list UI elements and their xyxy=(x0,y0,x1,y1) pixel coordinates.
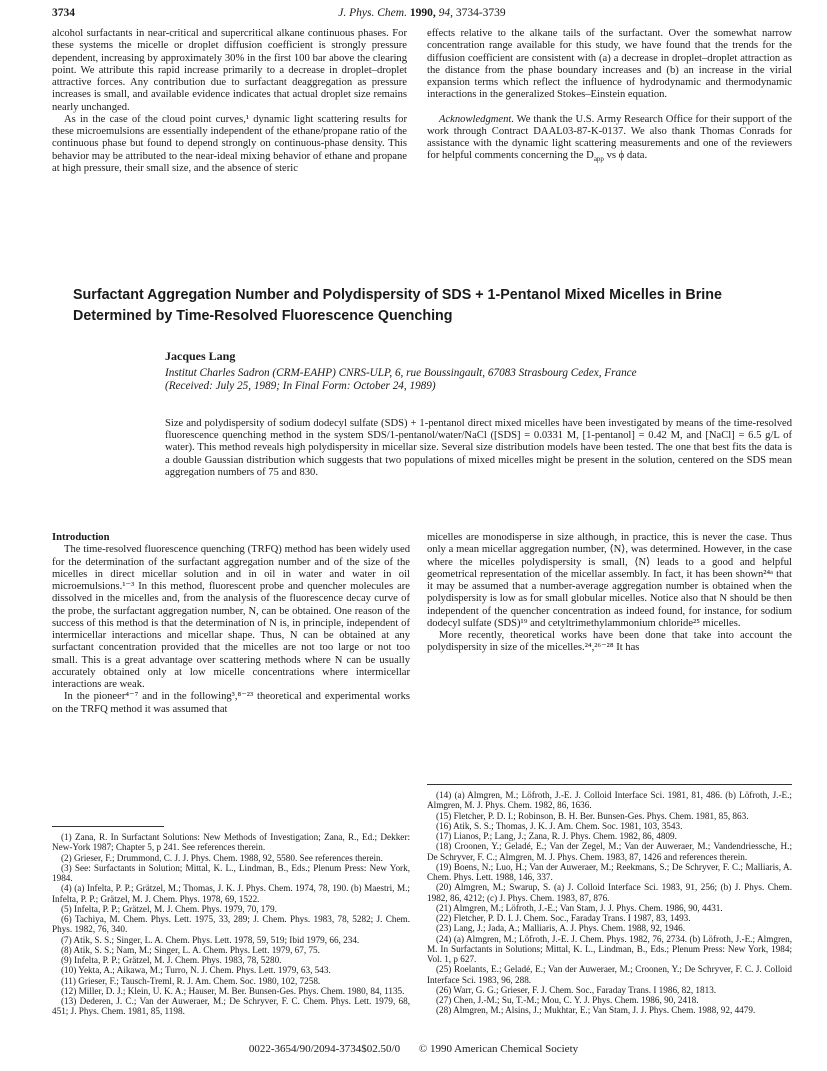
reference-item: (23) Lang, J.; Jada, A.; Malliaris, A. J. Phys. Chem. 1988, 92, 1946. xyxy=(436,923,686,934)
paragraph: alcohol surfactants in near-critical and supercritical alkane continuous phases. For these systems the micelle or droplet diffusion coefficient is strongly pressure dependent, increasing by approximately 30% in the first 100 bar above the clearing point. We attribute this rapid increase primarily to a decrease in droplet–droplet attractive forces. Any contribution due to surfactant deaggregation as pressure increases is small, and available evidence indicates that actual droplet size remains nearly unchanged. xyxy=(52,28,407,113)
reference-item: (20) Almgren, M.; Swarup, S. (a) J. Colloid Interface Sci. 1983, 91, 256; (b) J. Phys. Chem. 1982, 86, 4212; (c) J. Phys. Chem. 1983, 87, 876. xyxy=(427,882,792,903)
journal-volume: 94, xyxy=(438,7,453,19)
reference-item: (12) Miller, D. J.; Klein, U. K. A.; Hauser, M. Ber. Bunsen-Ges. Phys. Chem. 1980, 84, 1135. xyxy=(61,985,405,996)
reference-item: (22) Fletcher, P. D. I. J. Chem. Soc., Faraday Trans. I 1987, 83, 1493. xyxy=(436,913,691,923)
reference-item: (16) Atik, S. S.; Thomas, J. K. J. Am. Chem. Soc. 1981, 103, 3543. xyxy=(436,820,683,831)
article-code: 0022-3654/90/2094-3734$02.50/0 xyxy=(248,1043,401,1055)
abstract: Size and polydispersity of sodium dodecyl sulfate (SDS) + 1-pentanol direct mixed micelles have been investigated by means of the time-resolved fluorescence quenching method in the system SDS/1-pentanol/water/NaCl ([SDS] = 0.0331 M, [1-pentanol] = 0.42 M, and [NaCl] = 6.5 g/L of water). This method reveals high polydispersity in micellar size. Several size distribution models have been tested. The one that best fits the data is a double Gaussian distribution which suggests that two populations of mixed micelles might be present in the solution, centered on the SDS mean aggregation numbers of 75 and 830. xyxy=(165,418,792,478)
running-header xyxy=(52,7,792,23)
reference-item: (19) Boens, N.; Luo, H.; Van der Auweraer, M.; Reekmans, S.; De Schryver, F. C.; Malliaris, A. Chem. Phys. Lett. 1988, 146, 337. xyxy=(427,861,792,882)
reference-item: (1) Zana, R. In Surfactant Solutions: New Methods of Investigation; Zana, R., Ed.; Dekker: New-York 1987; Chapter 5, p 241. See references therein. xyxy=(52,832,410,853)
reference-item: (25) Roelants, E.; Geladé, E.; Van der Auweraer, M.; Croonen, Y.; De Schryver, F. C. J. Colloid Interface Sci. 1983, 96, 288. xyxy=(427,964,792,985)
references-left xyxy=(52,832,410,1017)
reference-item: (9) Infelta, P. P.; Grätzel, M. J. Chem. Phys. 1983, 78, 5280. xyxy=(61,955,282,965)
footnote-rule-left xyxy=(52,826,164,827)
paragraph: effects relative to the alkane tails of the surfactant. Over the somewhat narrow concentration range available for this study, we have found that the trends for the diffusion coefficient are consistent with (a) a decrease in droplet–droplet attraction as the distance from the phase boundary increases and (b) an increase in the virial expansion terms which reflect the influence of hydrodynamic and thermodynamic interactions in the generalized Stokes–Einstein equation. xyxy=(427,28,792,101)
paragraph: micelles are monodisperse in size although, in practice, this is never the case. Thus only a mean micellar aggregation number, ⟨N⟩, was determined. However, in the case where the micelles polydispersity is small, ⟨N⟩ leads to a good and helpful geometrical representation of the micellar assembly. In fact, it has been shown²⁴ᵃ that it may be assumed that a number-average aggregation number is obtained when the polydispersity is low as for small globular micelles. Notice also that N should be then independent of the quencher concentration as indeed found, for instance, for sodium dodecyl sulfate (SDS)¹⁹ and cetyltrimethylammonium chloride²⁵ micelles. xyxy=(427,532,792,629)
reference-item: (10) Yekta, A.; Aikawa, M.; Turro, N. J. Chem. Phys. Lett. 1979, 63, 543. xyxy=(61,965,331,976)
reference-item: (26) Warr, G. G.; Grieser, F. J. Chem. Soc., Faraday Trans. I 1986, 82, 1813. xyxy=(436,984,717,995)
acknowledgment-label: Acknowledgment. xyxy=(439,113,515,125)
journal-name: J. Phys. Chem. xyxy=(338,7,407,19)
introduction-right-column xyxy=(427,532,792,655)
author-affiliation xyxy=(165,367,795,392)
reference-item: (17) Lianos, P.; Lang, J.; Zana, R. J. Phys. Chem. 1982, 86, 4809. xyxy=(436,831,677,841)
reference-item: (2) Grieser, F.; Drummond, C. J. J. Phys. Chem. 1988, 92, 5580. See references therein. xyxy=(61,852,383,863)
footnote-rule-right xyxy=(427,784,792,785)
previous-article-right-column xyxy=(427,28,792,166)
acknowledgment-text: We thank the U.S. Army Research Office for their support of the work through Contract DAAL03-87-K-0137. We also thank Thomas Conrads for assistance with the dynamic light scattering measurements and one of the reviewers for helpful comments concerning the D xyxy=(427,113,792,162)
page-footer xyxy=(0,1043,827,1055)
reference-item: (27) Chen, J.-M.; Su, T.-M.; Mou, C. Y. J. Phys. Chem. 1986, 90, 2418. xyxy=(436,995,699,1005)
reference-item: (7) Atik, S. S.; Singer, L. A. Chem. Phys. Lett. 1978, 59, 519; Ibid 1979, 66, 234. xyxy=(61,934,360,945)
journal-pages: 3734-3739 xyxy=(455,7,506,19)
author-name: Jacques Lang xyxy=(165,349,236,363)
journal-citation xyxy=(52,7,792,19)
reference-item: (15) Fletcher, P. D. I.; Robinson, B. H. Ber. Bunsen-Ges. Phys. Chem. 1981, 85, 863. xyxy=(436,810,749,821)
reference-item: (13) Dederen, J. C.; Van der Auweraer, M.; De Schryver, F. C. Chem. Phys. Lett. 1979, 68, 451; J. Phys. Chem. 1981, 85, 1198. xyxy=(52,996,410,1017)
reference-item: (24) (a) Almgren, M.; Löfroth, J.-E. J. Chem. Phys. 1982, 76, 2734. (b) Löfroth, J.-E.; Almgren, M. In Surfactants in Solutions; Mittal, K. L., Lindman, B., Eds.; Plenum Press: New York, 1984; Vol. 1, p 627. xyxy=(427,933,792,964)
acknowledgment-end: vs ϕ data. xyxy=(603,150,648,162)
reference-item: (14) (a) Almgren, M.; Löfroth, J.-E. J. Colloid Interface Sci. 1981, 81, 486. (b) Löfroth, J.-E.; Almgren, M. J. Phys. Chem. 1982, 86, 1636. xyxy=(427,790,792,811)
reference-item: (21) Almgren, M.; Löfroth, J.-E.; Van Stam, J. J. Phys. Chem. 1986, 90, 4431. xyxy=(436,902,723,913)
acknowledgment xyxy=(427,114,792,166)
paragraph: In the pioneer⁴⁻⁷ and in the following³,⁸⁻²³ theoretical and experimental works on the TRFQ method it was assumed that xyxy=(52,691,410,715)
copyright-notice: © 1990 American Chemical Society xyxy=(418,1043,579,1055)
reference-item: (11) Grieser, F.; Tausch-Treml, R. J. Am. Chem. Soc. 1980, 102, 7258. xyxy=(61,975,321,986)
section-heading: Introduction xyxy=(52,532,110,543)
journal-year: 1990, xyxy=(409,7,436,19)
reference-item: (3) See: Surfactants in Solution; Mittal, K. L., Lindman, B., Eds.; Plenum Press: New York, 1984. xyxy=(52,862,410,883)
paragraph: The time-resolved fluorescence quenching (TRFQ) method has been widely used for the determination of the surfactant aggregation number and of the size of the micelles in direct micellar solution and in oil in water and water in oil microemulsions.¹⁻³ In this method, fluorescent probe and quencher molecules are dissolved in the micelles and, from the analysis of the fluorescence decay curve of the probe, the surfactant aggregation number, N, can be obtained. One reason of the success of this method is that the determination of N is, in principle, independent of intermicellar interactions and micellar shape. Thus, N can be obtained at any surfactant concentration provided that the micelles are not too large or not too small. This is a great advantage over scattering methods where N can be usually accurately obtained only at low micelle concentrations where intermicellar interactions are weak. xyxy=(52,544,410,690)
reference-item: (5) Infelta, P. P.; Grätzel, M. J. Chem. Phys. 1979, 70, 179. xyxy=(61,903,277,914)
introduction-left-column xyxy=(52,532,410,716)
paragraph: More recently, theoretical works have been done that take into account the polydispersity in size of the micelles.²⁴,²⁶⁻²⁸ It has xyxy=(427,630,792,654)
references-right xyxy=(427,790,792,1016)
page-number: 3734 xyxy=(52,7,75,19)
paragraph: As in the case of the cloud point curves,¹ dynamic light scattering results for these microemulsions are essentially independent of the ethane/propane ratio of the continuous phase but found to depend strongly on continuous-phase density. This behavior may be attributed to the near-ideal mixing behavior of ethane and propane at high pressure, their small size, and the absence of steric xyxy=(52,113,407,174)
reference-item: (6) Tachiya, M. Chem. Phys. Lett. 1975, 33, 289; J. Chem. Phys. 1983, 78, 5282; J. Chem. Phys. 1982, 76, 340. xyxy=(52,914,410,935)
reference-item: (18) Croonen, Y.; Geladé, E.; Van der Zegel, M.; Van der Auweraer, M.; Vandendriessche, H.; De Schryver, F. C.; Almgren, M. J. Phys. Chem. 1983, 87, 1426 and references therein. xyxy=(427,841,792,862)
received-dates: (Received: July 25, 1989; In Final Form: October 24, 1989) xyxy=(165,379,436,392)
affiliation-address: Institut Charles Sadron (CRM-EAHP) CNRS-ULP, 6, rue Boussingault, 67083 Strasbourg Cedex, France xyxy=(165,367,637,379)
reference-item: (4) (a) Infelta, P. P.; Grätzel, M.; Thomas, J. K. J. Phys. Chem. 1974, 78, 190. (b) Maestri, M.; Infelta, P. P.; Grätzel, M. J. Chem. Phys. 1978, 69, 1522. xyxy=(52,883,410,904)
previous-article-left-column xyxy=(52,28,407,175)
reference-item: (8) Atik, S. S.; Nam, M.; Singer, L. A. Chem. Phys. Lett. 1979, 67, 75. xyxy=(61,944,320,955)
acknowledgment-subscript: app xyxy=(593,155,604,164)
reference-item: (28) Almgren, M.; Alsins, J.; Mukhtar, E.; Van Stam, J. J. Phys. Chem. 1988, 92, 4479. xyxy=(436,1005,756,1016)
article-title: Surfactant Aggregation Number and Polydispersity of SDS + 1-Pentanol Mixed Micelles in Brine Determined by Time-Resolved Fluorescence Quenching xyxy=(73,287,722,324)
